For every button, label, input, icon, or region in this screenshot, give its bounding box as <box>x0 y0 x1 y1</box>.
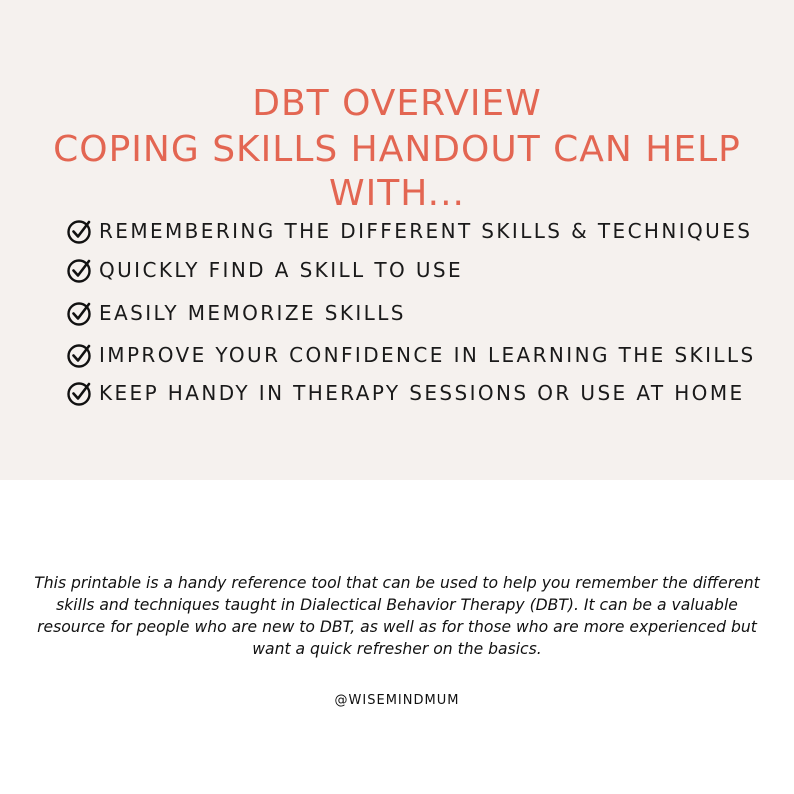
check-circle-icon <box>66 380 92 406</box>
benefit-text: KEEP HANDY IN THERAPY SESSIONS OR USE AT HOME <box>99 381 745 405</box>
page-title-line-1: DBT OVERVIEW <box>252 83 542 124</box>
benefit-item <box>66 338 756 372</box>
check-circle-icon <box>66 300 92 326</box>
check-circle-icon <box>66 342 92 368</box>
page-title-line-2: COPING SKILLS HANDOUT CAN HELP WITH... <box>53 129 741 214</box>
benefit-item <box>66 296 406 330</box>
benefit-item <box>66 214 752 248</box>
benefit-text: REMEMBERING THE DIFFERENT SKILLS & TECHNIQUES <box>99 219 753 243</box>
check-circle-icon <box>66 218 92 244</box>
benefit-item <box>66 253 463 287</box>
social-handle: @WISEMINDMUM <box>334 693 460 708</box>
benefit-text: QUICKLY FIND A SKILL TO USE <box>99 258 464 282</box>
benefit-text: EASILY MEMORIZE SKILLS <box>99 301 406 325</box>
description-paragraph: This printable is a handy reference tool that can be used to help you remember the different skills and techniques taught in Dialectical Behavior Therapy (DBT). It can be a valuable resource for people who are new to DBT, as well as for those who are more experienced but want a quick refresher on the basics. <box>34 574 760 658</box>
check-circle-icon <box>66 257 92 283</box>
benefit-item <box>66 376 745 410</box>
benefit-text: IMPROVE YOUR CONFIDENCE IN LEARNING THE SKILLS <box>99 343 756 367</box>
